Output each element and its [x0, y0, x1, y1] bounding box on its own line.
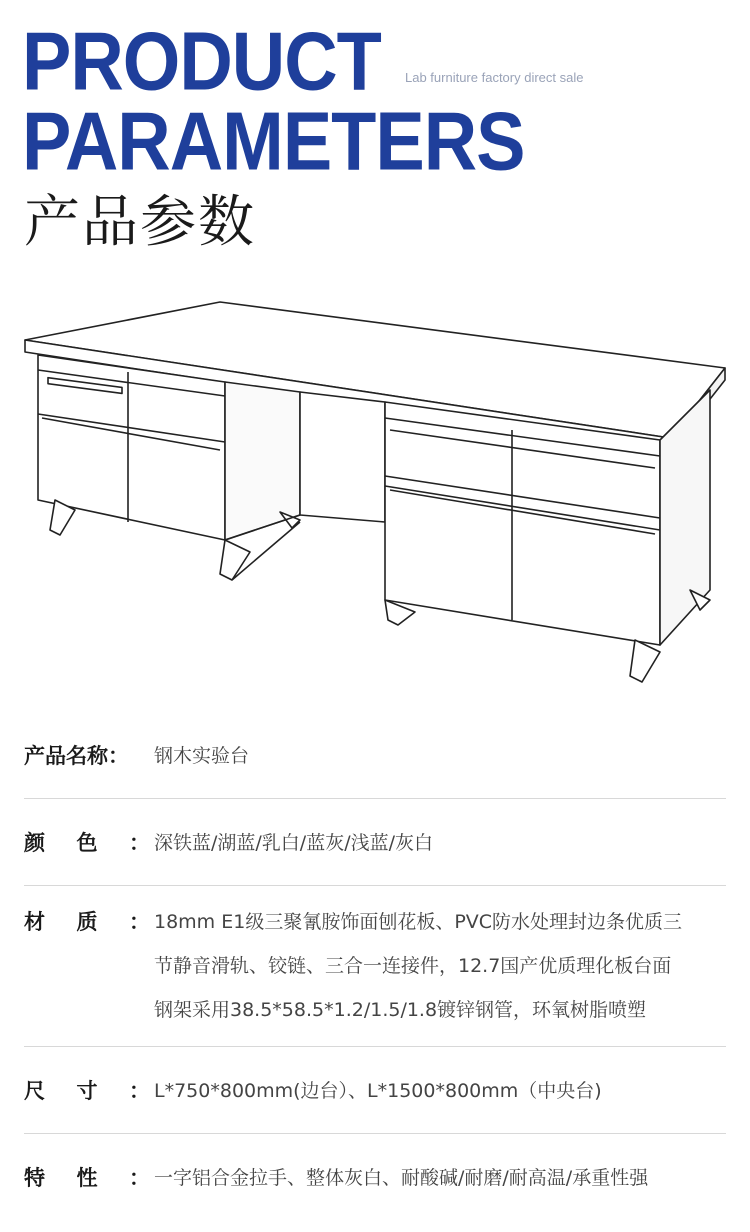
subtitle: Lab furniture factory direct sale — [405, 70, 584, 85]
param-label-colon: ： — [129, 910, 150, 934]
param-row-size — [24, 1047, 726, 1134]
param-label — [24, 1075, 150, 1113]
param-row-material — [24, 886, 726, 1047]
param-label-text: 质 — [76, 910, 98, 934]
param-label-text: 产品名称 — [24, 744, 108, 768]
param-value — [150, 734, 726, 778]
param-row-color — [24, 799, 726, 886]
param-label — [24, 740, 150, 778]
param-label-text: 寸 — [76, 1079, 98, 1103]
chinese-title: 产品参数 — [24, 190, 256, 255]
param-value-line: 节静音滑轨、铰链、三合一连接件，12.7国产优质理化板台面 — [154, 955, 672, 977]
param-label-colon: ： — [129, 831, 150, 855]
param-label-colon: ： — [129, 1079, 150, 1103]
param-row-features — [24, 1134, 726, 1220]
param-value-line: 18mm E1级三聚氰胺饰面刨花板、PVC防水处理封边条优质三 — [154, 911, 683, 933]
param-label-text: 颜 — [24, 831, 45, 855]
parameter-list — [24, 712, 726, 1220]
param-label-text: 特 — [24, 1166, 45, 1190]
param-label-colon: ： — [108, 744, 129, 768]
param-row-product-name — [24, 712, 726, 799]
param-label-text: 尺 — [24, 1079, 45, 1103]
param-value — [150, 821, 726, 865]
title-line-product: PRODUCT — [22, 14, 381, 108]
lab-bench-illustration — [20, 290, 730, 690]
param-value-line: 钢架采用38.5*58.5*1.2/1.5/1.8镀锌钢管，环氧树脂喷塑 — [154, 999, 647, 1021]
param-value — [150, 900, 726, 1032]
param-label-colon: ： — [129, 1166, 150, 1190]
title-line-parameters: PARAMETERS — [22, 94, 525, 188]
param-label — [24, 906, 150, 1032]
param-value — [150, 1069, 726, 1113]
param-label-text: 色 — [76, 831, 98, 855]
param-value-line: 一字铝合金拉手、整体灰白、耐酸碱/耐磨/耐高温/承重性强 — [154, 1167, 649, 1189]
param-label — [24, 827, 150, 865]
param-value-line: 钢木实验台 — [154, 745, 250, 767]
param-value-line: 深铁蓝/湖蓝/乳白/蓝灰/浅蓝/灰白 — [154, 832, 434, 854]
param-label — [24, 1162, 150, 1200]
param-label-text: 材 — [24, 910, 45, 934]
param-label-text: 性 — [76, 1166, 98, 1190]
param-value — [150, 1156, 726, 1200]
param-value-line: L*750*800mm(边台）、L*1500*800mm（中央台) — [154, 1080, 602, 1102]
